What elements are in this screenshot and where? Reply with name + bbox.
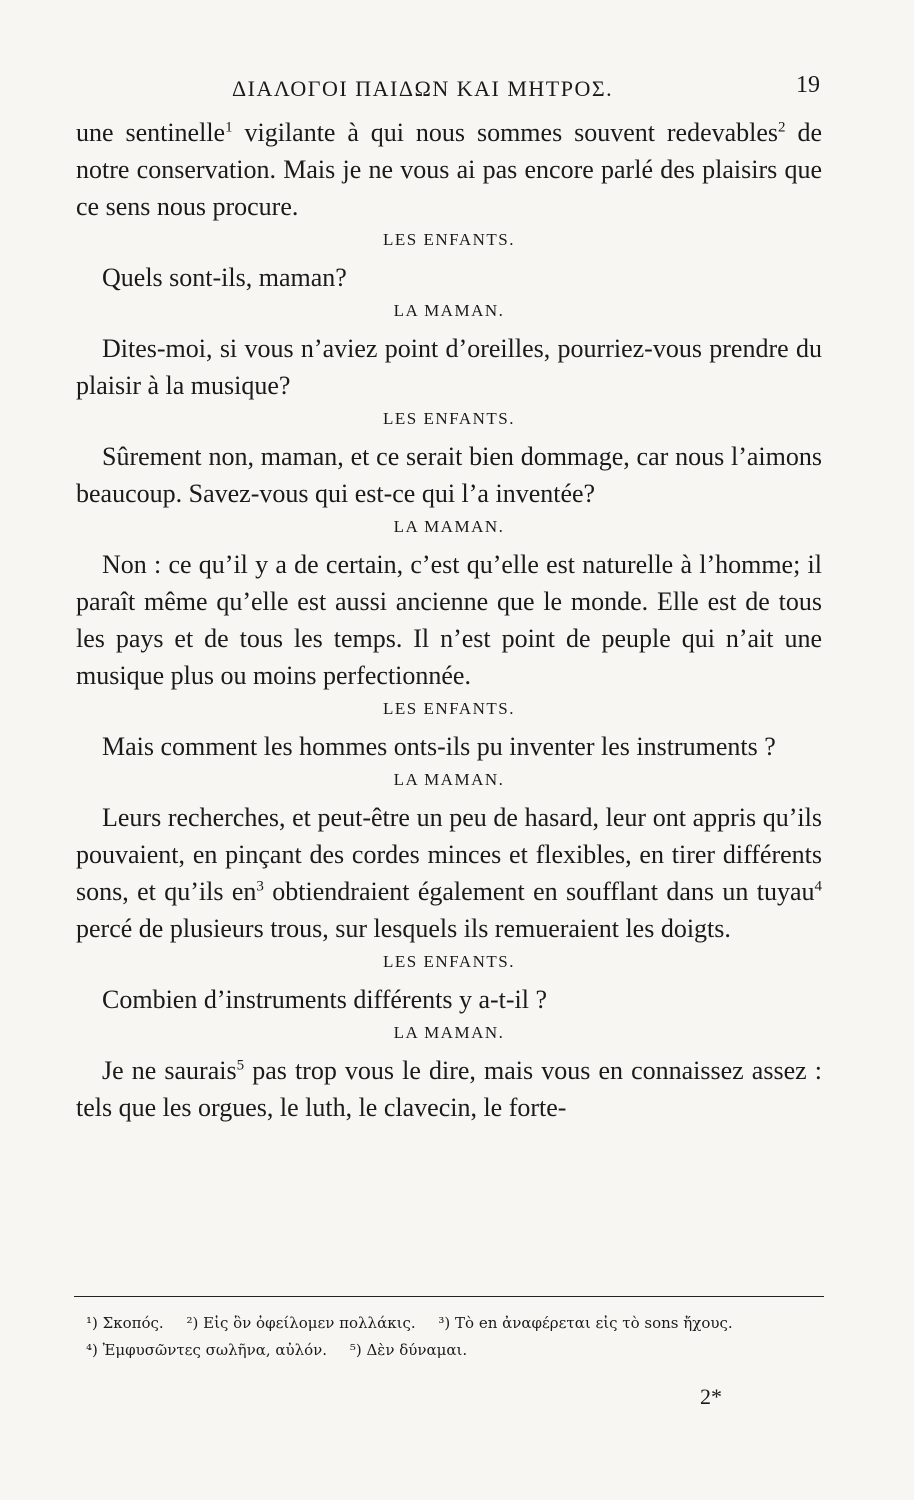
footnote-rule xyxy=(74,1296,824,1297)
running-head: ΔΙΑΛΟΓΟΙ ΠΑΙΔΩΝ ΚΑΙ ΜΗΤΡΟΣ. xyxy=(232,76,614,101)
speaker-heading: LA MAMAN. xyxy=(393,1023,505,1042)
footnote-2: ²) Εἰς ὃν ὀφείλομεν πολλάκις. xyxy=(186,1314,416,1332)
speaker-heading: LES ENFANTS. xyxy=(383,230,515,249)
footnote-5: ⁵) Δὲν δύναμαι. xyxy=(349,1341,468,1359)
speaker-heading: LES ENFANTS. xyxy=(383,699,515,718)
footnote-ref-5: 5 xyxy=(236,1057,245,1074)
paragraph: Leurs recherches, et peut-être un peu de hasard, leur ont appris qu’ils pouvaient, en pinçant des cordes minces et flexibles, en tirer différents sons, et qu’ils $en^3$ obtiendraient également en soufflant dans un tuyau$^4$ percé de plusieurs trous, sur lesquels ils remueraient les doigts. xyxy=(76,803,823,943)
body-text xyxy=(76,114,822,1126)
paragraph: Je ne saurais$^5$ pas trop vous le dire, mais vous en connaissez assez : tels que les orgues, le luth, le clavecin, le forte- xyxy=(76,1056,822,1122)
footnote-ref-3: 3 xyxy=(256,878,264,895)
speaker-heading: LES ENFANTS. xyxy=(383,409,515,428)
footnote-4: ⁴) Ἐμφυσῶντες σωλῆνα, αὐλόν. xyxy=(86,1341,328,1359)
signature-mark: 2* xyxy=(700,1384,722,1409)
paragraph: Combien d’instruments différents y a-t-il ? xyxy=(102,985,548,1014)
page-number: 19 xyxy=(796,72,820,98)
footnote-line xyxy=(86,1310,826,1337)
speaker-heading: LES ENFANTS. xyxy=(383,952,515,971)
footnote-ref-4: 4 xyxy=(814,878,823,895)
paragraph: Sûrement non, maman, et ce serait bien dommage, car nous l’aimons beaucoup. Savez-vous qui est-ce qui l’a inventée? xyxy=(76,442,822,508)
speaker-heading: LA MAMAN. xyxy=(393,301,505,320)
paragraph: Mais comment les hommes onts-ils pu inventer les instruments ? xyxy=(102,732,776,761)
footnote-ref-2: 2 xyxy=(778,119,786,136)
paragraph: Dites-moi, si vous n’aviez point d’oreilles, pourriez-vous prendre du plaisir à la musique? xyxy=(76,334,822,400)
footnote-line xyxy=(86,1337,826,1364)
paragraph-continuation: une sentinelle$^1$ vigilante à qui nous sommes souvent redevables$^2$ de notre conservation. Mais je ne vous ai pas encore parlé des plaisirs que ce sens nous procure. xyxy=(76,118,822,221)
speaker-heading: LA MAMAN. xyxy=(393,770,505,789)
footnote-ref-1: 1 xyxy=(225,119,233,136)
footnote-3: ³) Τὸ en ἀναφέρεται εἰς τὸ sons ἤχους. xyxy=(438,1314,733,1332)
footnote-1: ¹) Σκοπός. xyxy=(86,1314,164,1332)
page-header xyxy=(232,72,832,106)
paragraph: Non : ce qu’il y a de certain, c’est qu’elle est naturelle à l’homme; il paraît même qu’elle est aussi ancienne que le monde. Elle est de tous les pays et de tous les temps. Il n’est point de peuple qui n’ait une musique plus ou moins perfectionnée. xyxy=(76,550,822,690)
footnotes xyxy=(86,1310,826,1364)
paragraph: Quels sont-ils, maman? xyxy=(102,263,347,292)
speaker-heading: LA MAMAN. xyxy=(393,517,505,536)
